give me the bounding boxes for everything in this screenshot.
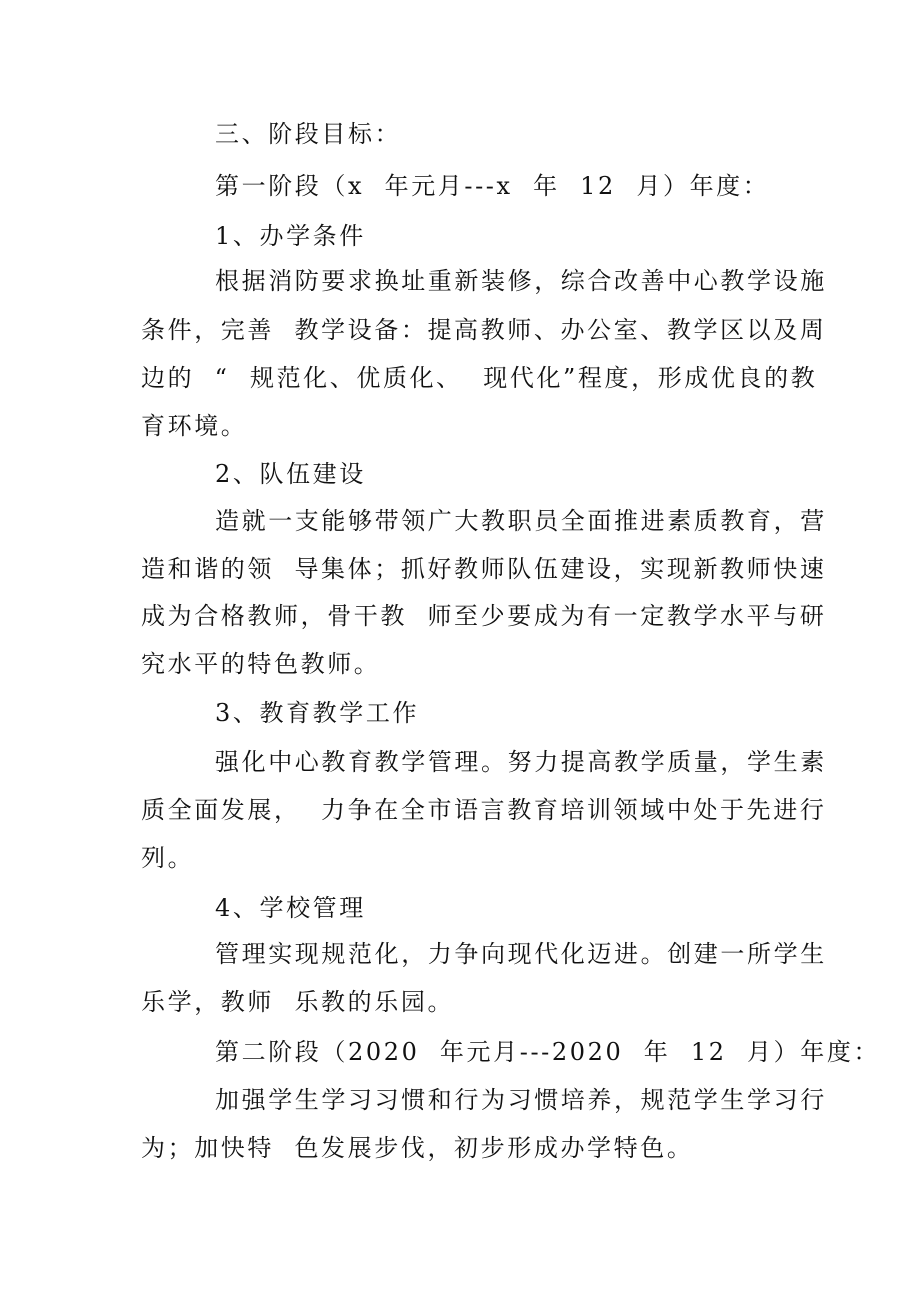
paragraph-line: 条件，完善 教学设备：提高教师、办公室、教学区以及周 bbox=[141, 316, 827, 344]
section-heading: 三、阶段目标： bbox=[215, 120, 402, 148]
paragraph-line: 究水平的特色教师。 bbox=[141, 650, 381, 678]
phase-two-heading: 第二阶段（2020 年元月---2020 年 12 月）年度： bbox=[215, 1038, 881, 1066]
paragraph-line: 造就一支能够带领广大教职员全面推进素质教育，营 bbox=[215, 507, 827, 535]
phase-one-heading: 第一阶段（x 年元月---x 年 12 月）年度： bbox=[215, 172, 770, 200]
paragraph-line: 成为合格教师，骨干教 师至少要成为有一定教学水平与研 bbox=[141, 602, 827, 630]
item-heading: 3、教育教学工作 bbox=[215, 699, 420, 727]
paragraph-line: 乐学，教师 乐教的乐园。 bbox=[141, 988, 455, 1016]
paragraph-line: 育环境。 bbox=[141, 412, 248, 440]
paragraph-line: 边的 “ 规范化、优质化、 现代化”程度，形成优良的教 bbox=[141, 364, 818, 392]
paragraph-line: 质全面发展， 力争在全市语言教育培训领域中处于先进行 bbox=[141, 796, 827, 824]
item-heading: 1、办学条件 bbox=[215, 222, 366, 250]
paragraph-line: 加强学生学习习惯和行为习惯培养，规范学生学习行 bbox=[215, 1086, 827, 1114]
paragraph-line: 强化中心教育教学管理。努力提高教学质量，学生素 bbox=[215, 748, 827, 776]
item-heading: 2、队伍建设 bbox=[215, 460, 366, 488]
paragraph-line: 根据消防要求换址重新装修，综合改善中心教学设施 bbox=[215, 267, 827, 295]
paragraph-line: 管理实现规范化，力争向现代化迈进。创建一所学生 bbox=[215, 940, 827, 968]
item-heading: 4、学校管理 bbox=[215, 894, 366, 922]
paragraph-line: 为；加快特 色发展步伐，初步形成办学特色。 bbox=[141, 1134, 694, 1162]
paragraph-line: 造和谐的领 导集体；抓好教师队伍建设，实现新教师快速 bbox=[141, 555, 827, 583]
paragraph-line: 列。 bbox=[141, 844, 195, 872]
